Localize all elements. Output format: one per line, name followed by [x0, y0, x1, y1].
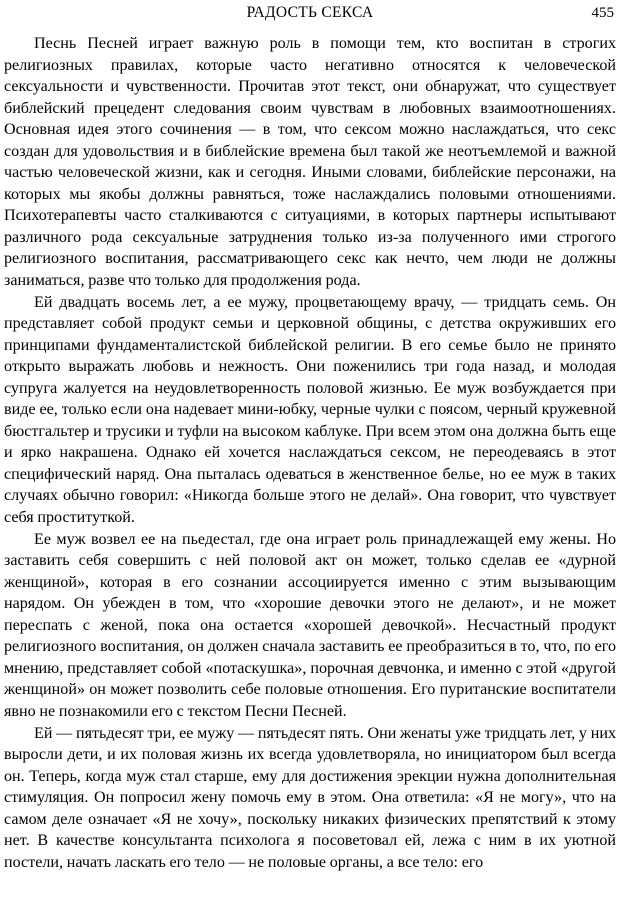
paragraph-pedestal: Ее муж возвел ее на пьедестал, где она играет роль принадлежащей ему жены. Но заставить себя совершить с ней половой акт он может, только сделав ее «дурной женщиной», которая в его сознании ассоциируется именно с этим вызывающим нарядом. Он убежден в том, что «хорошие девочки этого не делают», и не может переспать с женой, пока она остается «хорошей девочкой». Несчастный продукт религиозного воспитания, он должен сначала заставить ее преобразиться в то, что, по его мнению, представляет собой «потаскушка», порочная девчонка, и именно с этой «другой женщиной» он может позволить себе половые отношения. Его пуританские воспитатели явно не познакомили его с текстом Песни Песней. — [4, 530, 616, 720]
chapter-title: РАДОСТЬ СЕКСА — [246, 4, 374, 21]
paragraph-case-one: Ей двадцать восемь лет, а ее мужу, процветающему врачу, — тридцать семь. Он представляет собой продукт семьи и церковной общины, с детства окруживших его принципами фундаменталистской библейской религии. В его семье было не принято открыто выражать любовь и нежность. Они поженились три года назад, и молодая супруга жалуется на неудовлетворенность половой жизнью. Ее муж возбуждается при виде ее, только если она надевает мини-юбку, черные чулки с поясом, черный кружевной бюстгальтер и трусики и туфли на высоком каблуке. При всем этом она должна быть еще и ярко накрашена. Однако ей хочется наслаждаться сексом, не переодеваясь в этот специфический наряд. Она пыталась одеваться в женственное белье, но ее муж в таких случаях обычно говорил: «Никогда больше этого не делай». Она говорит, что чувствует себя проституткой. — [4, 293, 616, 527]
body-text — [4, 33, 616, 873]
running-header — [0, 2, 620, 24]
paragraph-song-of-songs: Песнь Песней играет важную роль в помощи тем, кто воспитан в строгих религиозных правилах, которые часто негативно относятся к человеческой сексуальности и чувственности. Прочитав этот текст, они обнаружат, что существует библейский прецедент следования своим чувствам в любовных взаимоотношениях. Основная идея этого сочинения — в том, что сексом можно наслаждаться, что секс создан для удовольствия и в библейские времена был такой же неотъемлемой и важной частью человеческой жизни, как и сегодня. Иными словами, библейские персонажи, на которых мы якобы должны равняться, тоже наслаждались половыми отношениями. Психотерапевты часто сталкиваются с ситуациями, в которых партнеры испытывают различного рода сексуальные затруднения только из-за полученного ими строгого религиозного воспитания, рассматривающего секс как нечто, чем люди не должны заниматься, разве что только для продолжения рода. — [4, 35, 616, 290]
paragraph-case-two: Ей — пятьдесят три, ее мужу — пятьдесят пять. Они женаты уже тридцать лет, у них выросли дети, и их половая жизнь их всегда удовлетворяла, но инициатором был всегда он. Теперь, когда муж стал старше, ему для достижения эрекции нужна дополнительная стимуляция. Он попросил жену помочь ему в этом. Она ответила: «Я не могу», что на самом деле означает «Я не хочу», поскольку никаких физических препятствий к этому нет. В качестве консультанта психолога я посоветовал ей, лежа с ним в их уютной постели, начать ласкать его тело — не половые органы, а все тело: его — [4, 724, 616, 871]
page-number: 455 — [591, 5, 614, 21]
